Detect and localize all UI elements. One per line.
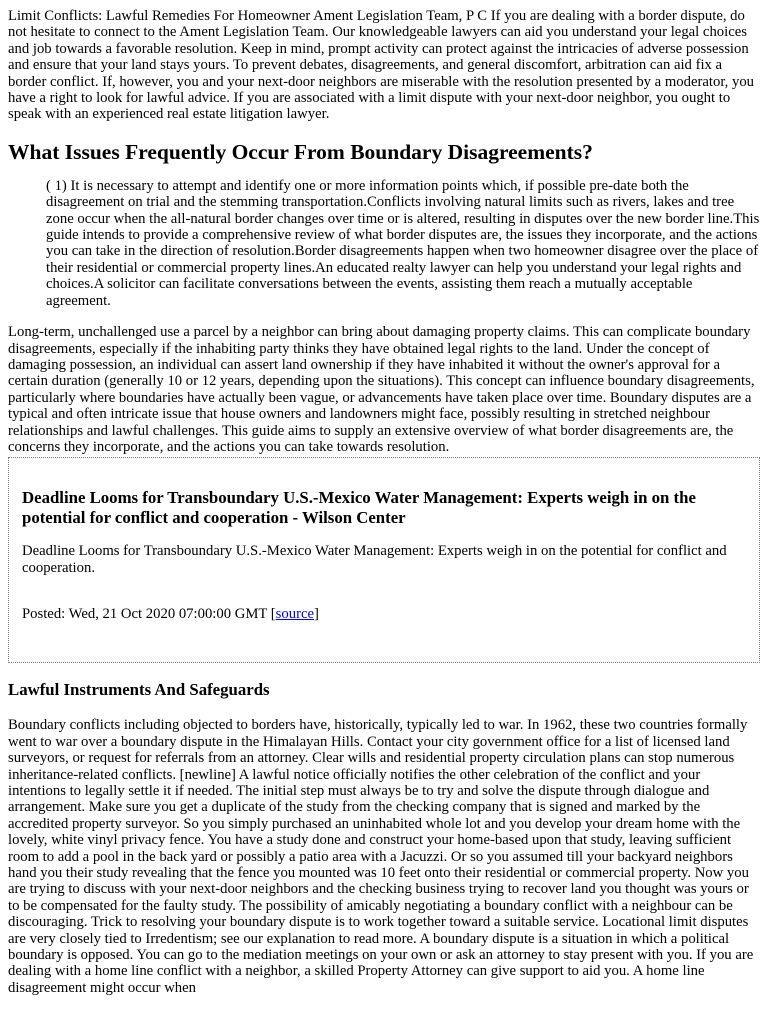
quote-block (46, 178, 760, 309)
source-link[interactable]: source (275, 606, 315, 623)
news-card (8, 457, 760, 663)
body-paragraph: Long-term, unchallenged use a parcel by a neighbor can bring about damaging property claims. This can complicate boundary disagreements, especially if the inhabiting party thinks they have obtained legal rights to the land. Under the concept of damaging possession, an individual can assert land ownership if they have inhabited it without the owner's approval for a certain duration (generally 10 or 12 years, depending upon the situations). This concept can influence boundary disagreements, particularly where boundaries have actually been vague, or advancements have taken place over time. Boundary disputes are a typical and often intricate issue that house owners and landowners might face, possibly resulting in stretched neighbour relationships and lawful challenges. This guide aims to supply an extensive overview of what border disagreements are, the concerns they incorporate, and the actions you can take towards resolution. (8, 324, 755, 455)
news-summary: Deadline Looms for Transboundary U.S.-Mexico Water Management: Experts weigh in on the potential for conflict and cooperation. (22, 543, 727, 576)
posted-suffix: ] (314, 606, 319, 623)
main-heading: What Issues Frequently Occur From Boundary Disagreements? (8, 139, 593, 164)
quote-text: ( 1) It is necessary to attempt and identify one or more information points which, if possible pre-date both the disagreement on trial and the stemming transportation.Conflicts involving natural limits such as rivers, lakes and tree zone occur when the all-natural border changes over time or is altered, resulting in disputes over the new border line.This guide intends to provide a comprehensive review of what border disputes are, the issues they incorporate, and the actions you can take in the direction of resolution.Border disagreements happen when two homeowner disagree over the place of their residential or commercial property lines.An educated realty lawyer can help you understand your legal rights and choices.A solicitor can facilitate conversations between the events, assisting them reach a mutually acceptable agreement. (46, 177, 760, 309)
final-paragraph: Boundary conflicts including objected to borders have, historically, typically led to war. In 1962, these two countries formally went to war over a boundary dispute in the Himalayan Hills. Contact your city government office for a list of licensed land surveyors, or request for referrals from an attorney. Clear wills and residential property circulation plans can stop numerous inheritance-related conflicts. [newline] A lawful notice officially notifies the other celebration of the conflict and your intentions to legally settle it if needed. The initial step must always be to try and solve the dispute through dialogue and arrangement. Make sure you get a duplicate of the study from the checking company that is signed and marked by the accredited property surveyor. So you simply purchased an uninhabited whole lot and you develop your dream home with the lovely, white vinyl privacy fence. You have a study done and construct your home-based upon that study, leaving sufficient room to add a pool in the back yard or possibly a patio area with a Jacuzzi. Or so you assumed till your backyard neighbors hand you their study revealing that the fence you mounted was 10 feet onto their residential or commercial property. Now you are trying to discuss with your next-door neighbors and the checking business trying to recover land you thought was yours or to be compensated for the faulty study. The possibility of amicably negotiating a boundary conflict with a neighbour can be discouraging. Trick to resolving your boundary dispute is to work together toward a suitable service. Locational limit disputes are very closely tied to Irredentism; see our explanation to read more. A boundary dispute is a situation in which a political boundary is opposed. You can go to the mediation meetings on your own or ask an attorney to stay present with you. If you are dealing with a home line conflict with a neighbor, a skilled Property Attorney can give support to aid you. A home line disagreement might occur when (8, 717, 754, 996)
news-title: Deadline Looms for Transboundary U.S.-Mexico Water Management: Experts weigh in on the potential for conflict and cooperation - Wilson Center (22, 488, 696, 528)
posted-date: Posted: Wed, 21 Oct 2020 07:00:00 GMT [ (22, 606, 276, 623)
intro-paragraph: Limit Conflicts: Lawful Remedies For Homeowner Ament Legislation Team, P C If you are dealing with a border dispute, do not hesitate to connect to the Ament Legislation Team. Our knowledgeable lawyers can aid you understand your legal choices and job towards a favorable resolution. Keep in mind, prompt activity can protect against the intricacies of adverse possession and ensure that your land stays yours. To prevent debates, disagreements, and general discomfort, arbitration can aid fix a border conflict. If, however, you and your next-door neighbors are miserable with the resolution presented by a moderator, you have a right to look for lawful advice. If you are associated with a limit dispute with your next-door neighbor, you ought to speak with an experienced real estate litigation lawyer. (8, 8, 755, 123)
secondary-heading: Lawful Instruments And Safeguards (8, 680, 270, 700)
news-posted (22, 606, 746, 622)
